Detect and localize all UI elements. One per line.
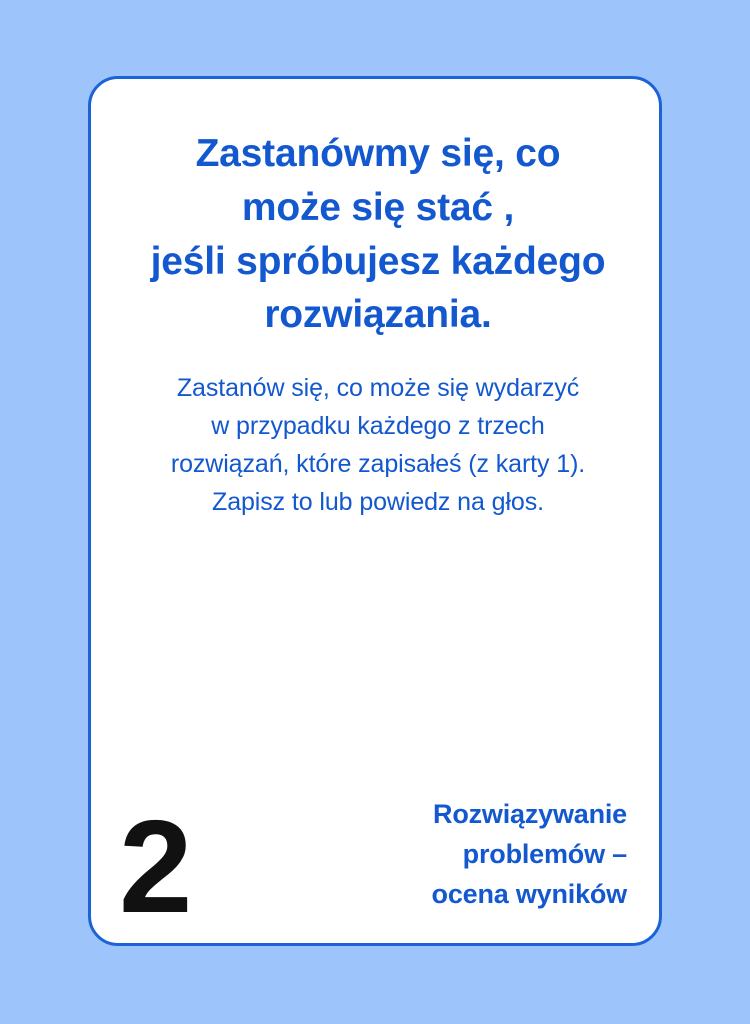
card-category-line-2: problemów – xyxy=(462,839,627,870)
card-body-text xyxy=(139,369,617,521)
card-body-line-3: rozwiązań, które zapisałeś (z karty 1). xyxy=(170,450,586,478)
instruction-card xyxy=(88,76,662,946)
card-category-line-1: Rozwiązywanie xyxy=(433,799,627,830)
card-heading xyxy=(125,127,631,342)
card-heading-line-3: jeśli spróbujesz każdego xyxy=(150,239,606,283)
card-heading-line-1: Zastanówmy się, co xyxy=(195,132,561,175)
card-number: 2 xyxy=(119,793,191,940)
card-body-line-2: w przypadku każdego z trzech xyxy=(211,412,545,440)
card-category xyxy=(297,795,627,915)
card-category-line-3: ocena wyników xyxy=(431,879,627,910)
card-body-line-4: Zapisz to lub powiedz na głos. xyxy=(212,488,544,516)
card-body-line-1: Zastanów się, co może się wydarzyć xyxy=(176,374,580,402)
card-content xyxy=(91,79,659,943)
card-heading-line-4: rozwiązania. xyxy=(264,293,492,337)
card-heading-line-2: może się stać , xyxy=(241,185,515,229)
